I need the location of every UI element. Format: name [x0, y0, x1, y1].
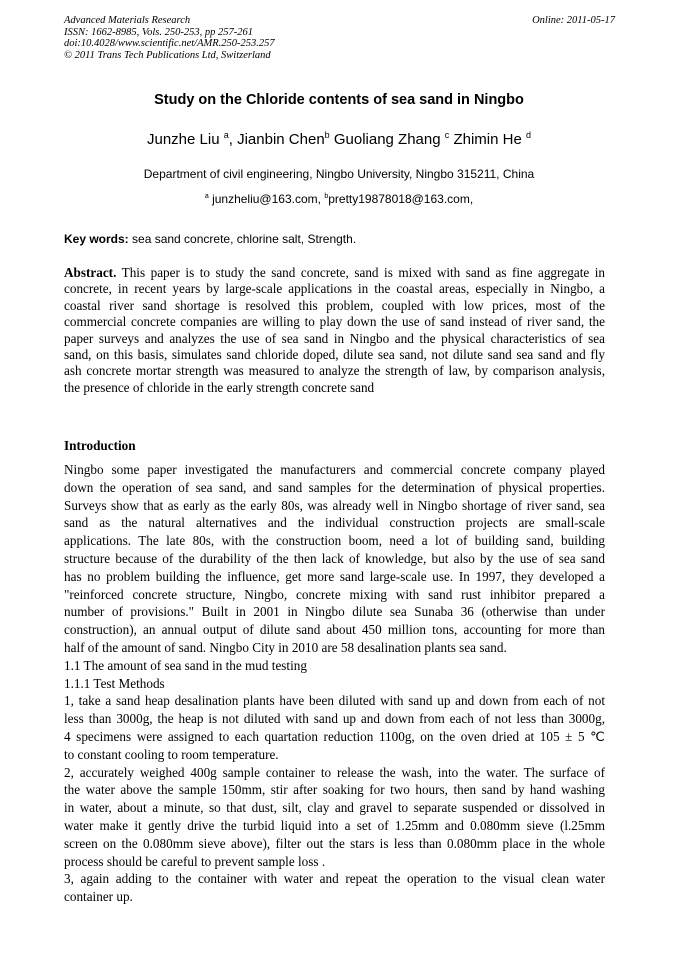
paragraph-line: 1, take a sand heap desalination plants have been diluted with sand up and down from each of not [64, 693, 605, 709]
paragraph-line: the water above the sample 150mm, stir after soaking for two hours, then sand by hand washing [64, 782, 605, 798]
paragraph-line: construction), an annual output of dilute sand about 450 million tons, accounting for more than [64, 622, 605, 638]
abstract-line: concrete, in recent years by large-scale applications in the coastal areas, especially in Ningbo, a [64, 281, 605, 297]
paragraph-line: to constant cooling to room temperature. [64, 746, 279, 762]
journal-header [64, 15, 275, 61]
author: Guoliang Zhang [333, 131, 445, 148]
paragraph-line: 4 specimens were assigned to each quartation reduction 1100g, on the oven dried at 105 ± 5 ℃ [64, 728, 605, 744]
paragraph-line: 2, accurately weighed 400g sample container to release the wash, into the water. The surface of [64, 764, 605, 780]
author-sup: c [444, 130, 450, 140]
section-heading: Introduction [64, 438, 136, 453]
abstract-line: the presence of chloride in the early strength concrete sand [64, 379, 375, 395]
paragraph-line: container up. [64, 889, 133, 905]
email-sup: a [204, 193, 209, 200]
paragraph-line: process should be careful to prevent sample loss . [64, 853, 326, 869]
paragraph-line: Ningbo some paper investigated the manufacturers and commercial concrete company played [64, 462, 605, 477]
emails [0, 192, 678, 206]
abstract-line: ash concrete mortar strength was measured to analyze the strength of law, by comparison analysis, [64, 363, 605, 379]
paragraph-line: "reinforced concrete structure, Ningbo, concrete mixing with sand rust inhibitor prepared a [64, 586, 605, 602]
paragraph-line: down the operation of sea sand, and sand samples for the determination of physical properties. [64, 479, 605, 495]
paragraph-line: in water, about a minute, so that dust, silt, clay and gravel to separate suspended or dissolved in [64, 800, 605, 816]
author-sup: a [223, 130, 229, 140]
abstract-line: paper surveys and analyzes the use of sea sand in Ningbo and the physical characteristics of sea [64, 330, 605, 346]
paragraph-line: 1.1.1 Test Methods [64, 675, 165, 691]
paragraph-line: water make it gently drive the turbid liquid into a set of 1.25mm and 0.080mm sieve (l.25mm [64, 817, 605, 833]
paragraph-line: screen on the 0.080mm sieve above), filter out the stars is less than 0.080mm place in the whole [64, 835, 605, 851]
introduction [64, 437, 605, 906]
doi: doi:10.4028/www.scientific.net/AMR.250-253.257 [64, 38, 275, 49]
author-sup: d [525, 130, 531, 140]
paragraph-line: structure because of the durability of the then lack of knowledge, but also by the use of sea sand [64, 550, 605, 566]
keywords-text: sea sand concrete, chlorine salt, Strength. [128, 232, 357, 246]
paragraph-line: number of provisions." Built in 2001 in Ningbo dilute sea Sunaba 36 (otherwise than under [64, 604, 605, 620]
author-sup: b [324, 130, 330, 140]
online-date: Online: 2011-05-17 [532, 15, 615, 26]
email: junzheliu@163.com, [208, 192, 325, 206]
paragraph-line: half of the amount of sand. Ningbo City in 2010 are 58 desalination plants sea sand. [64, 639, 507, 655]
abstract-text: This paper is to study the sand concrete, sand is mixed with sand as fine aggregate in [116, 265, 605, 280]
abstract-line [64, 265, 605, 281]
paragraph-line: has no problem building the influence, get more sand large-scale use. In 1997, they developed a [64, 568, 605, 584]
copyright: © 2011 Trans Tech Publications Ltd, Switzerland [64, 49, 271, 61]
author: Jianbin Chen [237, 131, 325, 148]
keywords [64, 232, 356, 246]
abstract-line: sand, on this basis, simulates sand chloride doped, dilute sea sand, not dilute sand sea sand and fly [64, 346, 605, 362]
abstract-line: coastal river sand shortage is resolved this problem, coupled with low prices, most of the [64, 297, 605, 313]
paragraph-line: applications. The late 80s, with the construction boom, need a lot of building sand, building [64, 533, 605, 549]
issn: ISSN: 1662-8985, Vols. 250-253, pp 257-261 [64, 26, 253, 38]
author: Zhimin He [453, 131, 526, 148]
abstract-line: commercial concrete companies are willing to play down the use of sand instead of river sand, the [64, 314, 605, 330]
author: Junzhe Liu [147, 131, 224, 148]
abstract [64, 265, 605, 396]
paragraph-line: 1.1 The amount of sea sand in the mud testing [64, 657, 307, 673]
paper-title: Study on the Chloride contents of sea sand in Ningbo [154, 92, 524, 108]
separator: , [228, 131, 238, 148]
affiliation: Department of civil engineering, Ningbo University, Ningbo 315211, China [143, 167, 535, 181]
paragraph-line: 3, again adding to the container with water and repeat the operation to the visual clean water [64, 871, 605, 887]
paragraph-line: less than 3000g, the heap is not diluted with sand up and down from each of not less than 3000g, [64, 711, 605, 727]
email: pretty19878018@163.com, [328, 192, 474, 206]
journal-name: Advanced Materials Research [64, 15, 191, 26]
email-sup: b [324, 193, 329, 200]
keywords-label: Key words: [64, 232, 129, 246]
paragraph-line: Surveys show that as early as the early 80s, was already well in Ningbo shortage of river sand, sea [64, 497, 605, 513]
abstract-label: Abstract. [64, 265, 117, 280]
paragraph-line: sand as the natural alternatives and the individual construction projects are small-scale [64, 515, 605, 531]
authors [0, 130, 678, 148]
